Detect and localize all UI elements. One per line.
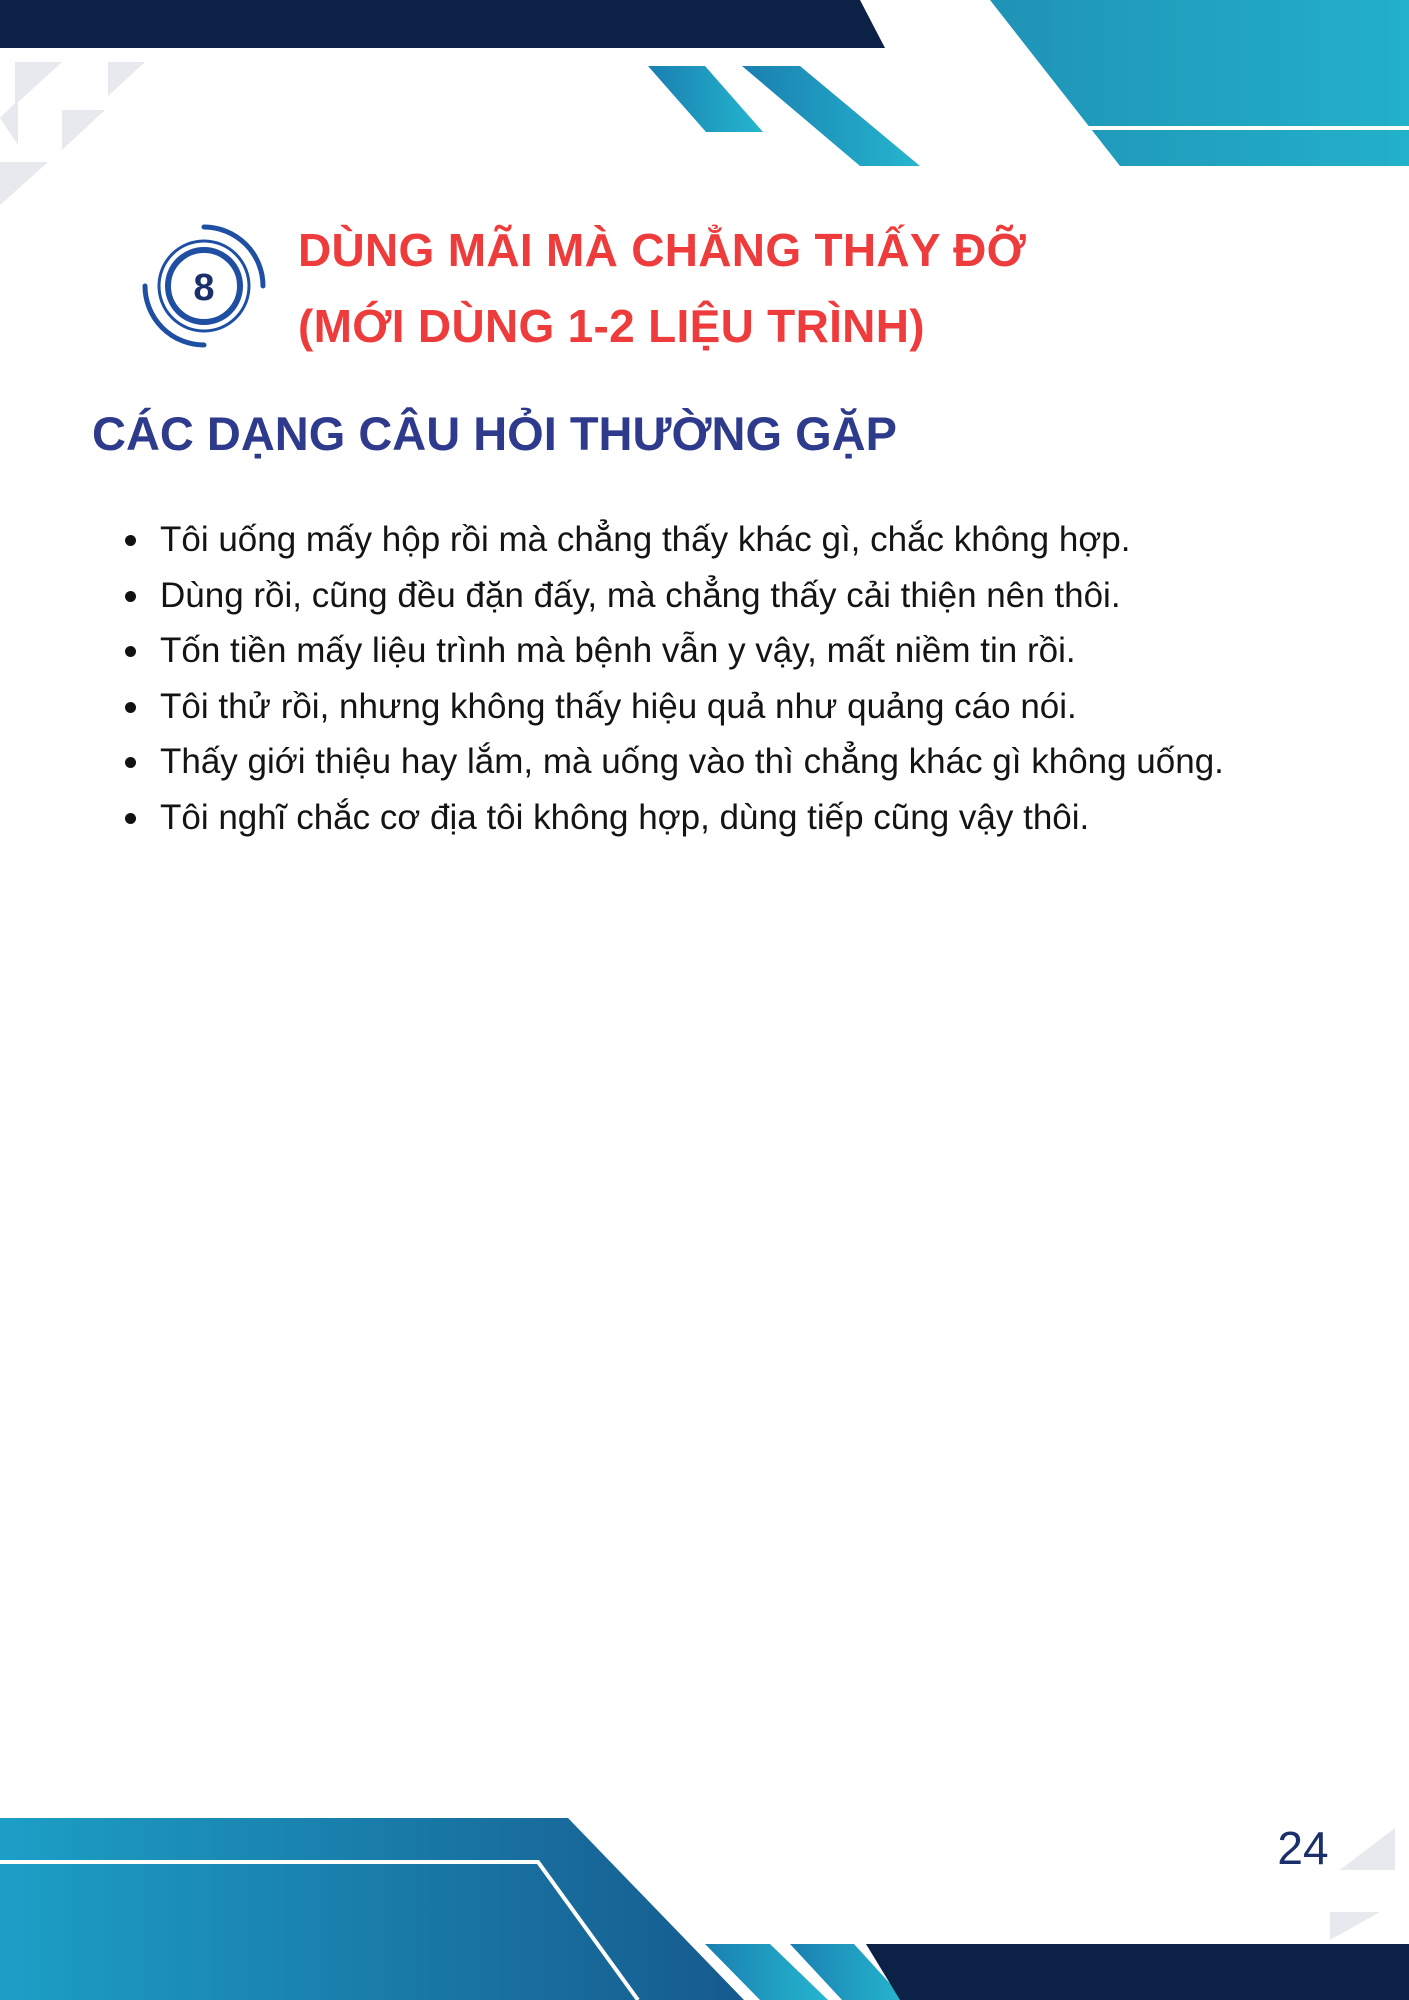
faq-heading: CÁC DẠNG CÂU HỎI THƯỜNG GẶP bbox=[92, 407, 897, 460]
question-text: Thấy giới thiệu hay lắm, mà uống vào thì chẳng khác gì không uống. bbox=[160, 742, 1224, 781]
list-item bbox=[160, 623, 1338, 679]
list-item bbox=[160, 679, 1338, 735]
title-line-2: (MỚI DÙNG 1-2 LIỆU TRÌNH) bbox=[298, 300, 925, 352]
section-title bbox=[298, 212, 1298, 364]
page-number: 24 bbox=[1277, 1822, 1329, 1874]
title-line-1: DÙNG MÃI MÀ CHẲNG THẤY ĐỠ bbox=[298, 224, 1027, 276]
bullet-icon bbox=[125, 702, 136, 713]
question-text: Tôi uống mấy hộp rồi mà chẳng thấy khác gì, chắc không hợp. bbox=[160, 520, 1131, 559]
corner-pattern-top bbox=[0, 62, 145, 205]
question-text: Tôi thử rồi, nhưng không thấy hiệu quả như quảng cáo nói. bbox=[160, 686, 1077, 726]
header-band bbox=[0, 0, 1409, 166]
question-text: Dùng rồi, cũng đều đặn đấy, mà chẳng thấy cải thiện nên thôi. bbox=[160, 575, 1121, 615]
question-text: Tôi nghĩ chắc cơ địa tôi không hợp, dùng tiếp cũng vậy thôi. bbox=[160, 797, 1090, 837]
list-item bbox=[160, 568, 1338, 624]
question-text: Tốn tiền mấy liệu trình mà bệnh vẫn y vậy, mất niềm tin rồi. bbox=[160, 631, 1076, 670]
list-item bbox=[160, 734, 1338, 790]
question-list bbox=[160, 512, 1338, 845]
bullet-icon bbox=[125, 813, 136, 824]
badge-number: 8 bbox=[193, 267, 215, 309]
number-badge-icon bbox=[140, 222, 268, 350]
bullet-icon bbox=[125, 535, 136, 546]
bullet-icon bbox=[125, 591, 136, 602]
bullet-icon bbox=[125, 757, 136, 768]
footer-band bbox=[0, 1818, 1409, 2000]
bullet-icon bbox=[125, 646, 136, 657]
list-item bbox=[160, 790, 1338, 846]
list-item bbox=[160, 512, 1338, 568]
